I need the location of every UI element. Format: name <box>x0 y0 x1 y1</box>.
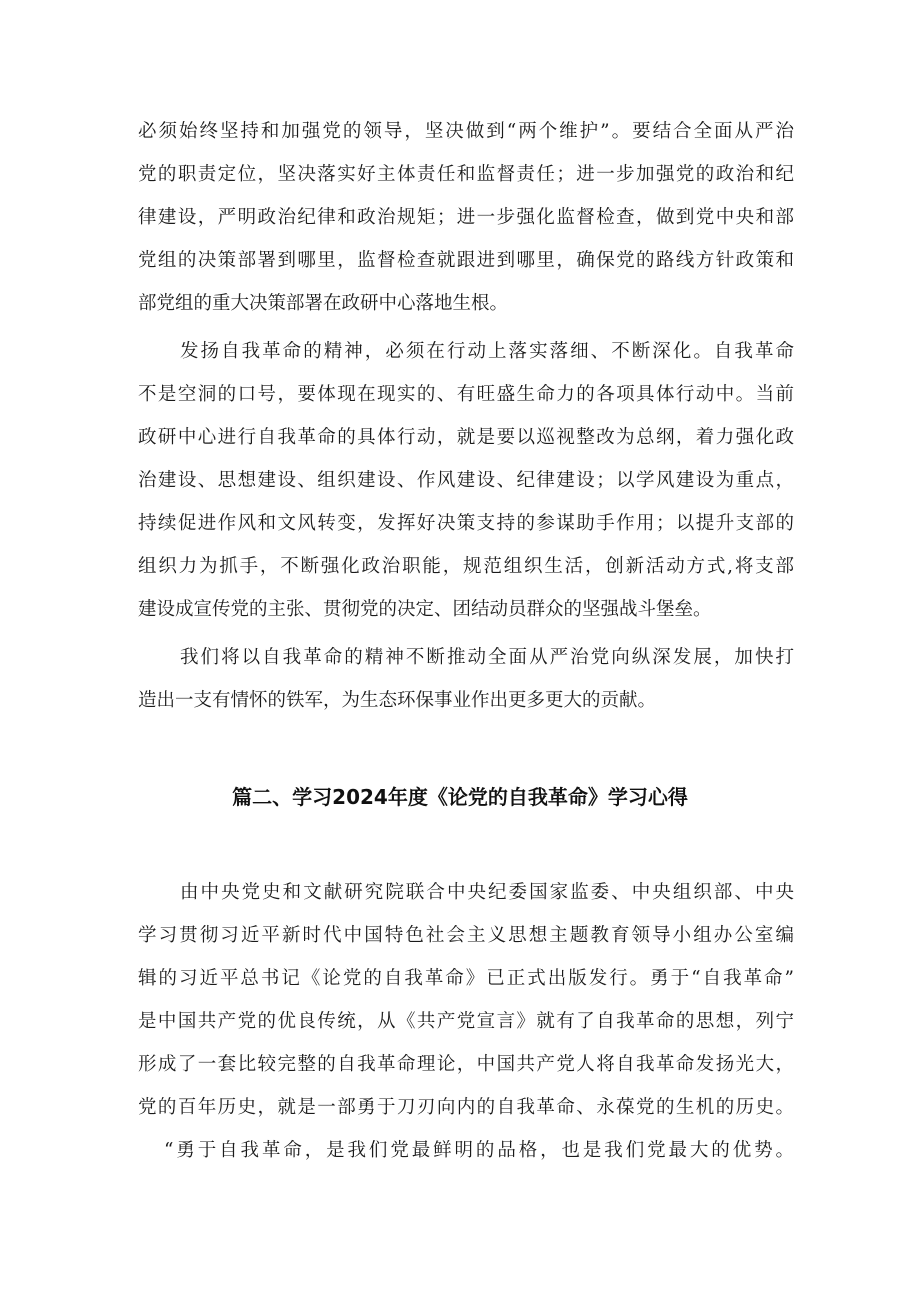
paragraph-2-line-2: 不是空洞的口号，要体现在现实的、有旺盛生命力的各项具体行动中。当前 <box>138 384 794 405</box>
paragraph-2-line-4: 治建设、思想建设、组织建设、作风建设、纪律建设；以学风建设为重点， <box>138 470 794 491</box>
section-heading: 篇二、学习2024年度《论党的自我革命》学习心得 <box>232 785 688 809</box>
paragraph-2-line-3: 政研中心进行自我革命的具体行动，就是要以巡视整改为总纲，着力强化政 <box>138 427 794 448</box>
paragraph-4-line-1: 由中央党史和文献研究院联合中央纪委国家监委、中央组织部、中央 <box>180 882 794 903</box>
paragraph-3-line-2: 造出一支有情怀的铁军，为生态环保事业作出更多更大的贡献。 <box>138 690 657 711</box>
paragraph-4-line-5: 形成了一套比较完整的自我革命理论，中国共产党人将自我革命发扬光大， <box>138 1054 794 1075</box>
paragraph-3-line-1: 我们将以自我革命的精神不断推动全面从严治党向纵深发展，加快打 <box>180 647 794 668</box>
paragraph-1-line-2: 党的职责定位，坚决落实好主体责任和监督责任；进一步加强党的政治和纪 <box>138 164 794 185</box>
paragraph-1-line-1: 必须始终坚持和加强党的领导，坚决做到“两个维护”。要结合全面从严治 <box>138 121 794 142</box>
paragraph-2-line-1: 发扬自我革命的精神，必须在行动上落实落细、不断深化。自我革命 <box>180 341 794 362</box>
paragraph-4-line-6: 党的百年历史，就是一部勇于刀刃向内的自我革命、永葆党的生机的历史。 <box>138 1097 794 1118</box>
paragraph-1-line-5: 部党组的重大决策部署在政研中心落地生根。 <box>138 293 509 314</box>
paragraph-2-line-5: 持续促进作风和文风转变，发挥好决策支持的参谋助手作用；以提升支部的 <box>138 513 794 534</box>
paragraph-2-line-7: 建设成宣传党的主张、贯彻党的决定、团结动员群众的坚强战斗堡垒。 <box>138 599 712 620</box>
paragraph-2-line-6: 组织力为抓手，不断强化政治职能，规范组织生活，创新活动方式,将支部 <box>138 556 794 577</box>
paragraph-4-line-2: 学习贯彻习近平新时代中国特色社会主义思想主题教育领导小组办公室编 <box>138 925 794 946</box>
paragraph-5-line-1: “勇于自我革命，是我们党最鲜明的品格，也是我们党最大的优势。 <box>164 1140 794 1161</box>
paragraph-4-line-3: 辑的习近平总书记《论党的自我革命》已正式出版发行。勇于“自我革命” <box>138 968 794 989</box>
paragraph-4-line-4: 是中国共产党的优良传统，从《共产党宣言》就有了自我革命的思想，列宁 <box>138 1011 794 1032</box>
paragraph-1-line-4: 党组的决策部署到哪里，监督检查就跟进到哪里，确保党的路线方针政策和 <box>138 250 794 271</box>
paragraph-1-line-3: 律建设，严明政治纪律和政治规矩；进一步强化监督检查，做到党中央和部 <box>138 207 794 228</box>
